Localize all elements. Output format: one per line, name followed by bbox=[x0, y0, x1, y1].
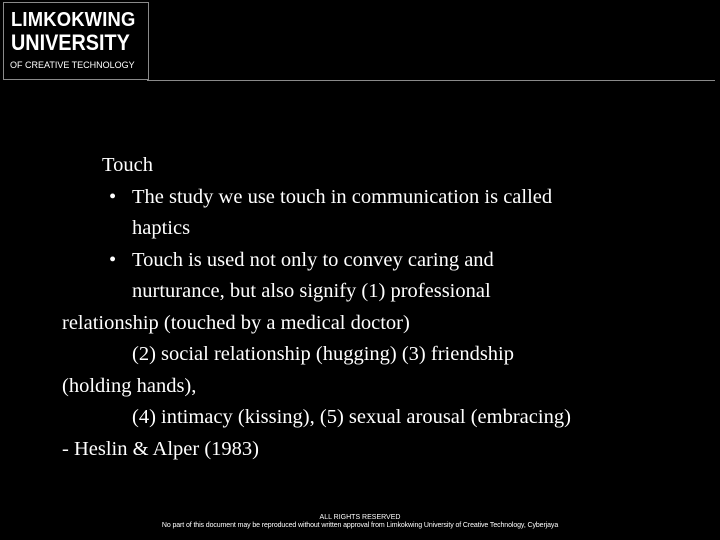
footer-notice: No part of this document may be reproduced without written approval from Limkokwing University of Creative Technology, Cyberjaya bbox=[161, 522, 559, 529]
slide-title: Touch bbox=[102, 154, 153, 176]
bullet-text: The study we use touch in communication is called bbox=[132, 185, 553, 208]
body-line: (4) intimacy (kissing), (5) sexual arousal (embracing) bbox=[132, 406, 571, 428]
bullet-item bbox=[62, 245, 702, 277]
body-line: (2) social relationship (hugging) (3) friendship bbox=[132, 343, 515, 365]
logo-text-limkokwing: LIMKOKWING bbox=[11, 9, 136, 31]
bullet-continuation: haptics bbox=[132, 217, 191, 239]
university-logo bbox=[3, 2, 149, 80]
bullet-text: Touch is used not only to convey caring and bbox=[132, 248, 494, 271]
bullet-continuation: nurturance, but also signify (1) professional bbox=[132, 280, 491, 302]
body-line: relationship (touched by a medical doctor) bbox=[62, 311, 410, 334]
logo-text-tagline: OF CREATIVE TECHNOLOGY bbox=[10, 60, 135, 70]
logo-text-university: UNIVERSITY bbox=[11, 30, 130, 55]
bullet-item bbox=[62, 182, 702, 214]
citation: - Heslin & Alper (1983) bbox=[62, 437, 259, 460]
header-divider bbox=[147, 80, 715, 81]
footer-rights: ALL RIGHTS RESERVED bbox=[319, 514, 401, 521]
bullet-icon: • bbox=[109, 185, 117, 208]
body-line: (holding hands), bbox=[62, 374, 197, 397]
slide-body bbox=[62, 150, 702, 465]
bullet-icon: • bbox=[109, 248, 117, 271]
